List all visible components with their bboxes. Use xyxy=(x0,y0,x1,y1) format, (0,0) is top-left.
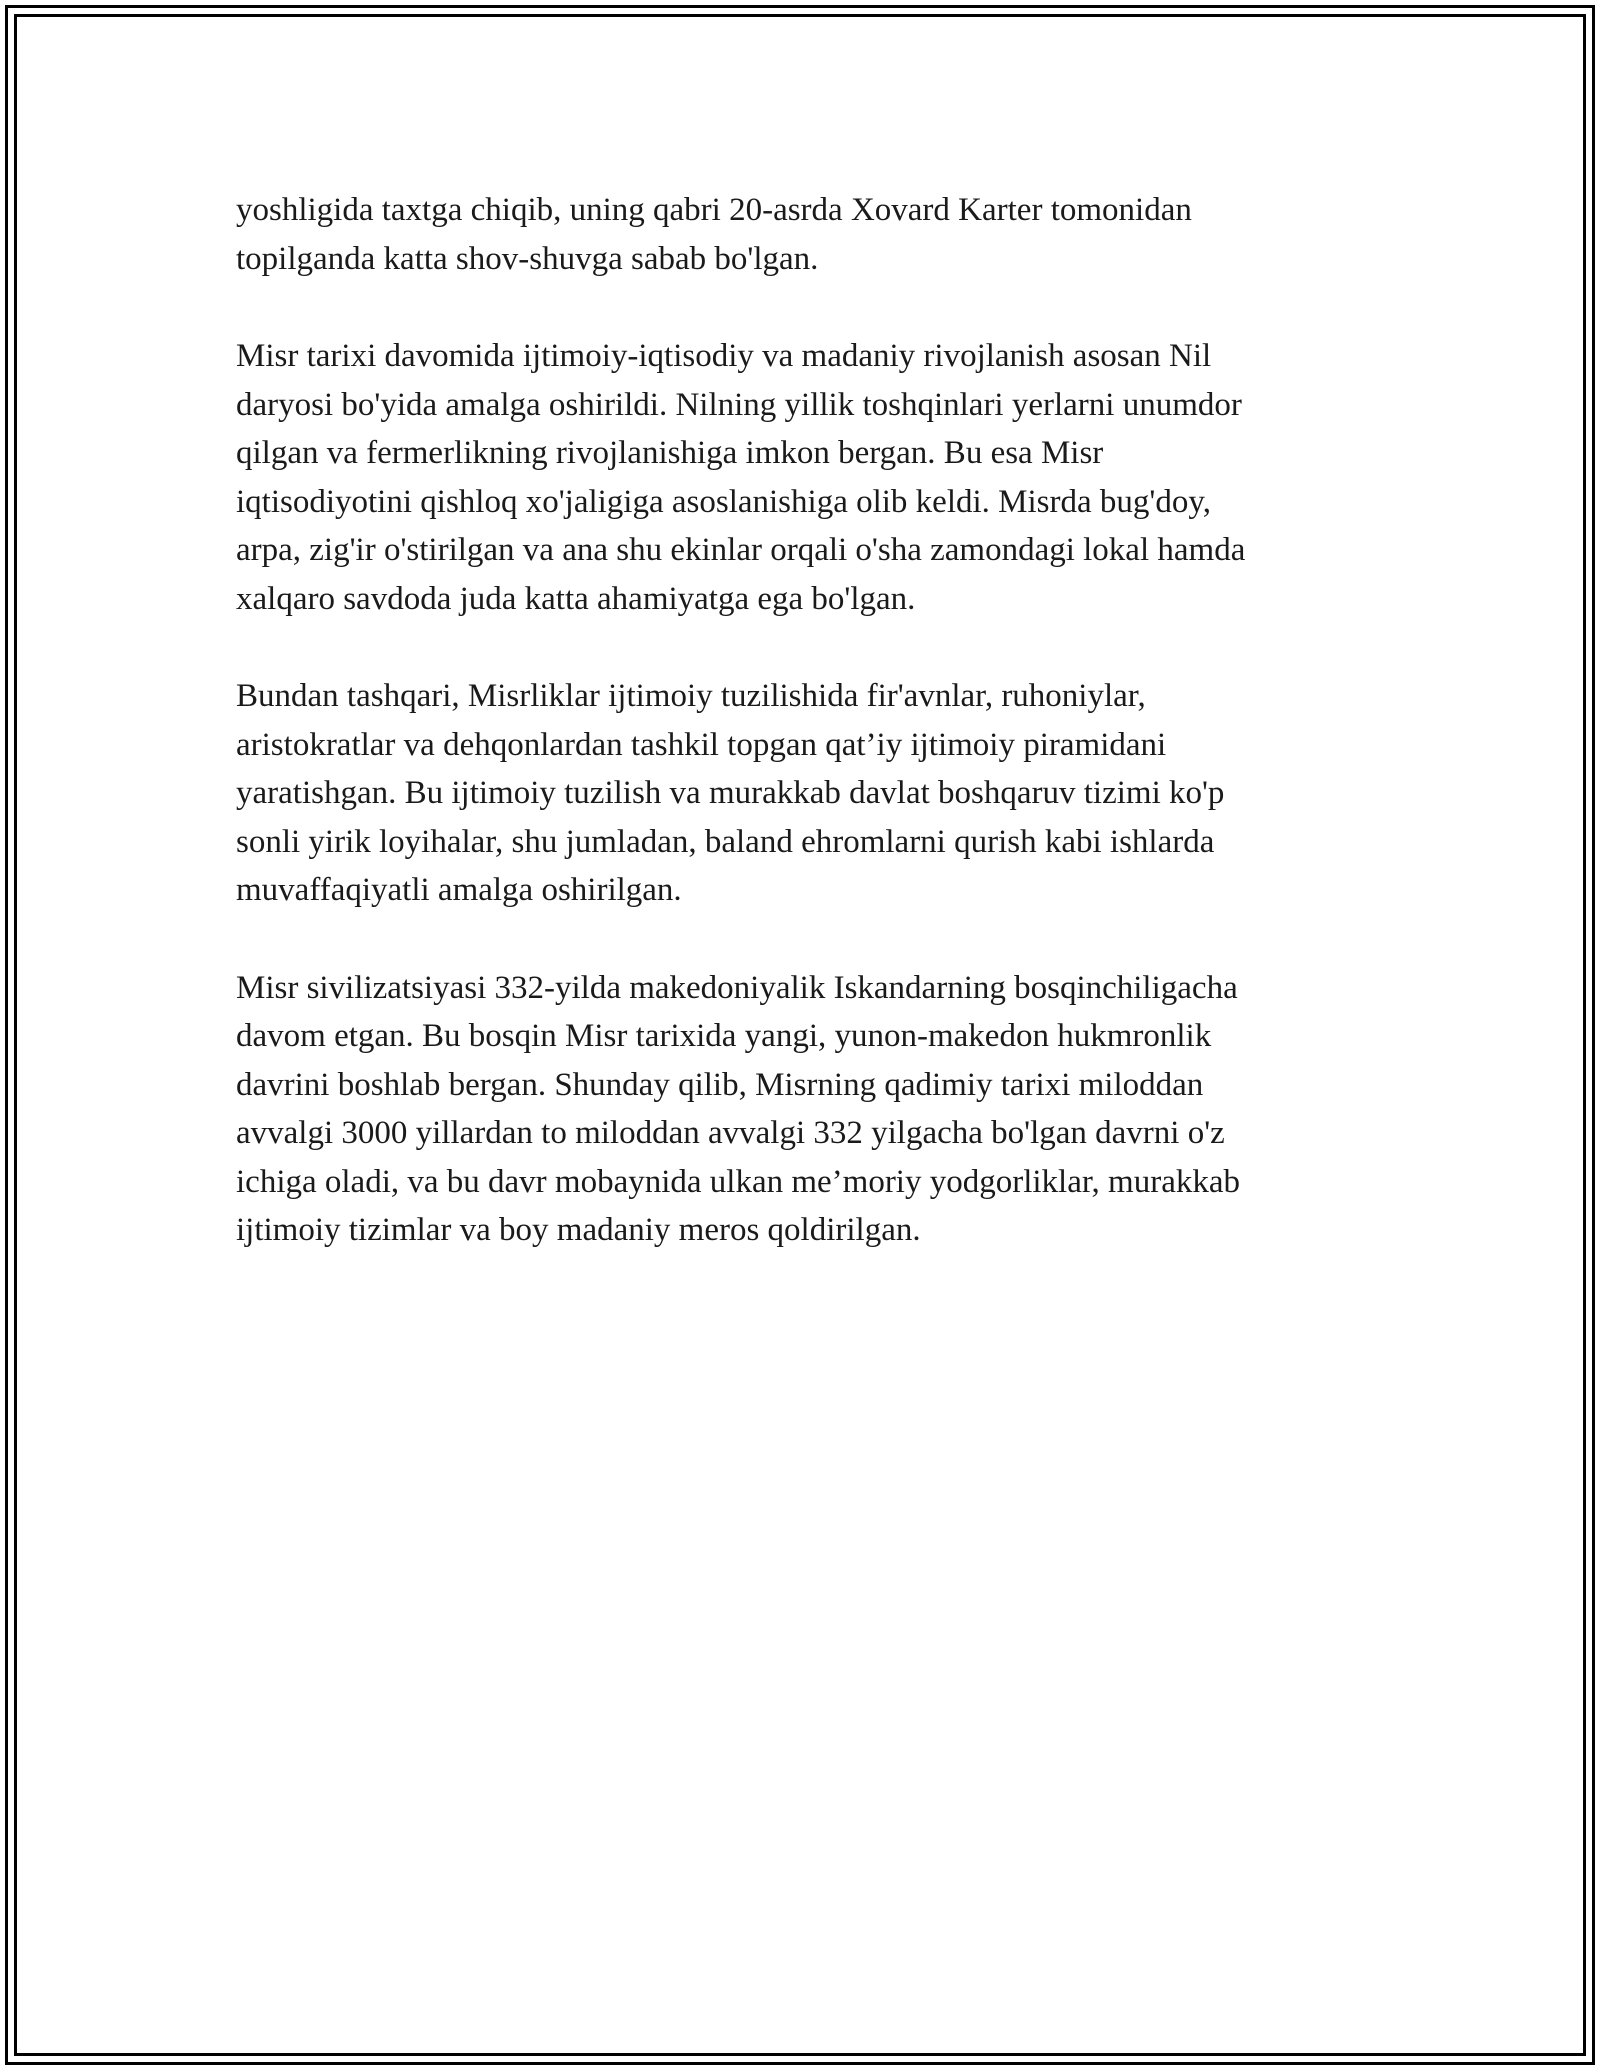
text-line: ijtimoiy tizimlar va boy madaniy meros qoldirilgan. xyxy=(236,1212,921,1248)
text-line: ichiga oladi, va bu davr mobaynida ulkan me’moriy yodgorliklar, murakkab xyxy=(236,1163,1240,1200)
text-line: Misr sivilizatsiyasi 332-yilda makedoniyalik Iskandarning bosqinchiligacha xyxy=(236,969,1238,1006)
paragraph xyxy=(236,186,1376,283)
text-line: davom etgan. Bu bosqin Misr tarixida yangi, yunon-makedon hukmronlik xyxy=(236,1018,1212,1054)
text-line: sonli yirik loyihalar, shu jumladan, baland ehromlarni qurish kabi ishlarda xyxy=(236,823,1215,860)
text-line: xalqaro savdoda juda katta ahamiyatga ega bo'lgan. xyxy=(236,580,916,617)
text-line: davrini boshlab bergan. Shunday qilib, Misrning qadimiy tarixi miloddan xyxy=(236,1066,1204,1103)
text-line: arpa, zig'ir o'stirilgan va ana shu ekinlar orqali o'sha zamondagi lokal hamda xyxy=(236,532,1246,568)
text-line: avvalgi 3000 yillardan to miloddan avvalgi 332 yilgacha bo'lgan davrni o'z xyxy=(236,1115,1225,1151)
document-body xyxy=(236,186,1376,1304)
paragraph xyxy=(236,332,1376,623)
text-line: yoshligida taxtga chiqib, uning qabri 20-asrda Xovard Karter tomonidan xyxy=(236,192,1192,228)
text-line: aristokratlar va dehqonlardan tashkil topgan qat’iy ijtimoiy piramidani xyxy=(236,726,1167,763)
paragraph xyxy=(236,672,1376,915)
text-line: iqtisodiyotini qishloq xo'jaligiga asoslanishiga olib keldi. Misrda bug'doy, xyxy=(236,483,1211,520)
text-line: daryosi bo'yida amalga oshirildi. Nilning yillik toshqinlari yerlarni unumdor xyxy=(236,386,1242,423)
text-line: qilgan va fermerlikning rivojlanishiga imkon bergan. Bu esa Misr xyxy=(236,435,1104,471)
text-line: muvaffaqiyatli amalga oshirilgan. xyxy=(236,872,682,908)
paragraph xyxy=(236,964,1376,1255)
text-line: yaratishgan. Bu ijtimoiy tuzilish va murakkab davlat boshqaruv tizimi ko'p xyxy=(236,775,1225,811)
text-line: Bundan tashqari, Misrliklar ijtimoiy tuzilishida fir'avnlar, ruhoniylar, xyxy=(236,678,1146,714)
text-line: Misr tarixi davomida ijtimoiy-iqtisodiy va madaniy rivojlanish asosan Nil xyxy=(236,338,1212,374)
text-line: topilganda katta shov-shuvga sabab bo'lgan. xyxy=(236,240,819,277)
